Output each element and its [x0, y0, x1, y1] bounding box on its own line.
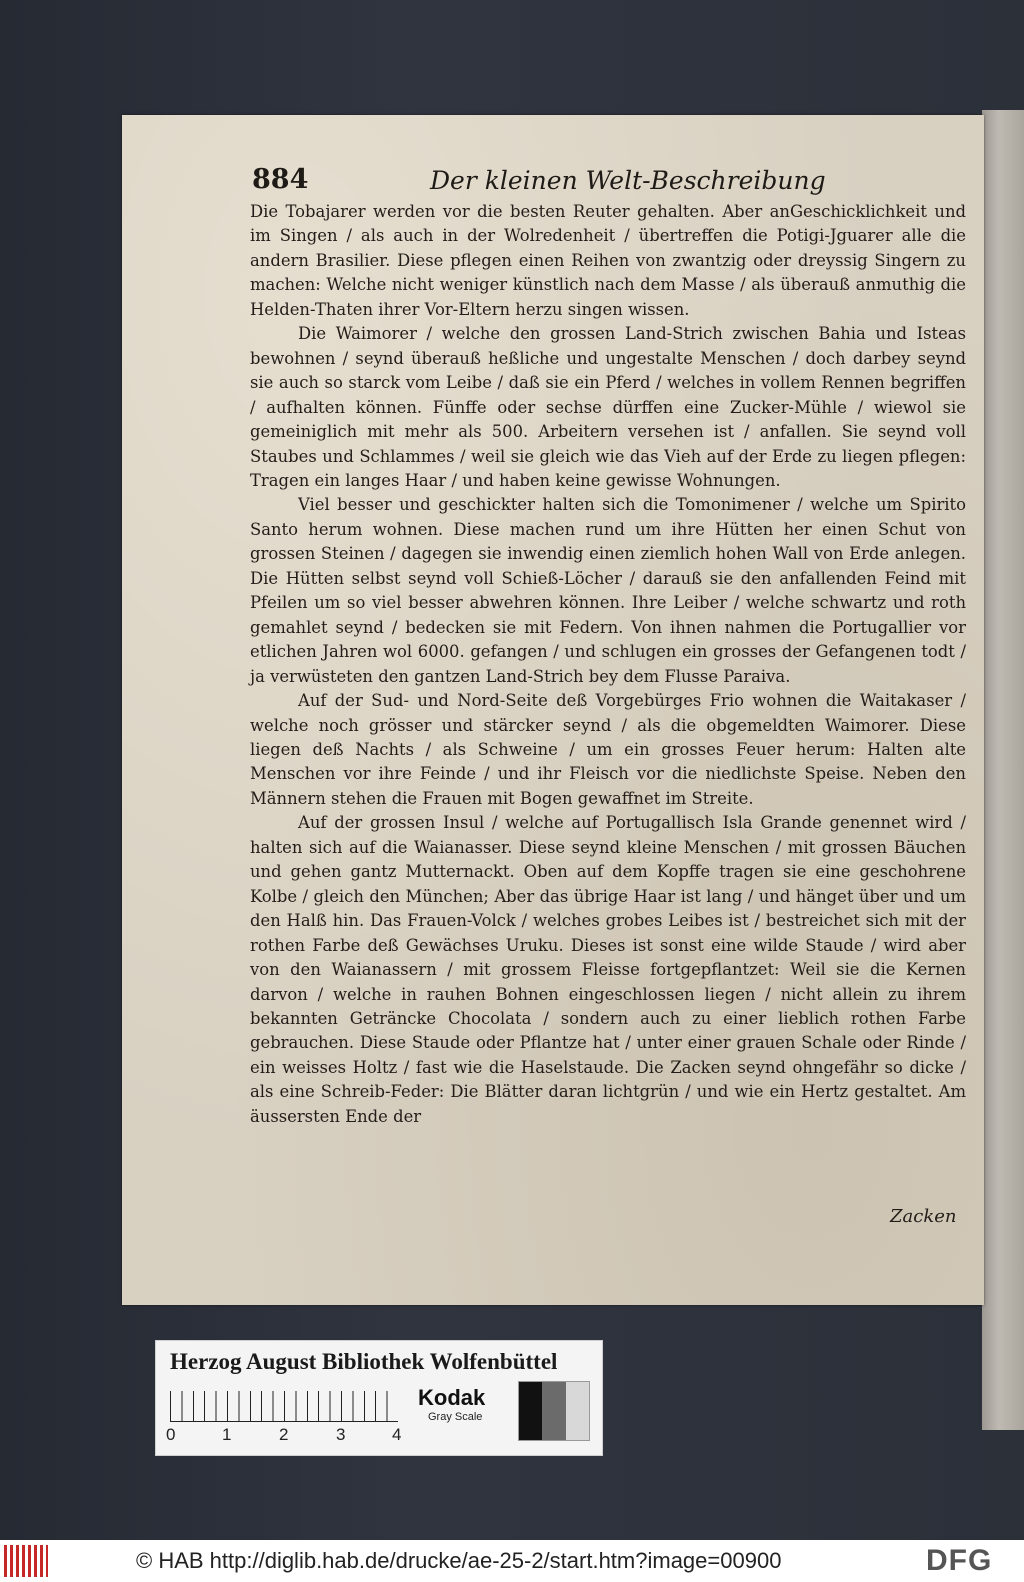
catchword: Zacken	[890, 1206, 957, 1227]
ruler-label: 4	[392, 1425, 402, 1444]
paragraph: Auf der Sud- und Nord-Seite deß Vorgebürges Frio wohnen die Waitakaser / welche noch grösser und stärcker seynd / als die obgemeldten Waimorer. Diese liegen deß Nachts / als Schweine / um ein grosses Feuer herum: Halten alte Menschen vor ihre Feinde / und ihr Fleisch vor die niedlichste Speise. Neben den Männern stehen die Frauen mit Bogen gewaffnet im Streite.	[250, 691, 966, 808]
page-number: 884	[252, 164, 309, 195]
running-title: Der kleinen Welt-Beschreibung	[430, 166, 826, 195]
ruler	[170, 1391, 398, 1422]
swatch-black	[519, 1382, 542, 1440]
kodak-logo: Kodak	[418, 1385, 486, 1410]
body-text	[250, 200, 966, 1240]
ruler-label: 3	[336, 1425, 346, 1444]
dfg-logo: DFG	[926, 1544, 993, 1577]
color-calibration-card	[155, 1340, 603, 1456]
copyright-url[interactable]: © HAB http://diglib.hab.de/drucke/ae-25-2/start.htm?image=00900	[136, 1548, 782, 1573]
swatch-light	[566, 1382, 589, 1440]
library-name: Herzog August Bibliothek Wolfenbüttel	[170, 1349, 558, 1374]
ruler-label: 2	[279, 1425, 289, 1444]
gray-scale-swatch	[518, 1381, 590, 1441]
paragraph: Die Waimorer / welche den grossen Land-Strich zwischen Bahia und Isteas bewohnen / seynd überauß heßliche und ungestalte Menschen / doch darbey seynd sie auch so starck vom Leibe / daß sie ein Pferd / welches in vollem Rennen begriffen / aufhalten können. Fünffe oder sechse dürffen eine Zucker-Mühle / wiewol sie gemeiniglich mit mehr als 500. Arbeitern versehen ist / anfallen. Sie seynd voll Staubes und Schlammes / weil sie gleich wie das Vieh auf der Erde zu liegen pflegen: Tragen ein langes Haar / und haben keine gewisse Wohnungen.	[250, 324, 966, 490]
ruler-label: 1	[222, 1425, 232, 1444]
paragraph: Auf der grossen Insul / welche auf Portugallisch Isla Grande genennet wird / halten sich auf die Waianasser. Diese seynd kleine Menschen / mit grossen Bäuchen und gehen gantz Mutternackt. Oben auf dem Kopffe tragen sie eine geschohrene Kolbe / gleich den München; Aber das übrige Haar ist lang / und hänget über und um den Halß hin. Das Frauen-Volck / welches grobes Leibes ist / bestreichet sich mit der rothen Farbe deß Gewächses Uruku. Dieses ist sonst eine wilde Staude / wird aber von den Waianassern / mit grossem Fleisse fortgepflantzet: Weil sie die Kernen darvon / welche in rauhen Bohnen eingeschlossen liegen / nicht allein zu ihrem bekannten Geträncke Chocolata / sondern auch zu einer lieblich rothen Farbe gebrauchen. Diese Staude oder Pflantze hat / unter einer grauen Schale oder Rinde / ein weisses Holtz / fast wie die Haselstaude. Die Zacken seynd ohngefähr so dicke / als eine Schreib-Feder: Die Blätter daran lichtgrün / und wie ein Hertz gestaltet. Am äussersten Ende der	[250, 813, 966, 1126]
ruler-labels	[166, 1425, 406, 1447]
ruler-label: 0	[166, 1425, 176, 1444]
gray-scale-label: Gray Scale	[428, 1411, 483, 1423]
footer-bar	[0, 1540, 1024, 1582]
page-header	[252, 164, 826, 198]
paragraph: Viel besser und geschickter halten sich die Tomonimener / welche um Spirito Santo herum wohnen. Diese machen rund um ihre Hütten her einen Schut von grossen Steinen / dagegen sie inwendig einen ziemlich hohen Wall von Erde anlegen. Die Hütten selbst seynd voll Schieß-Löcher / darauß sie den anfallenden Feind mit Pfeilen um so viel besser abwehren können. Ihre Leiber / welche schwartz und roth gemahlet seynd / bedecken sie mit Federn. Von ihnen nahmen die Portugallier vor etlichen Jahren wol 6000. gefangen / und schlugen ein grosses der Gefangenen todt / ja verwüsteten den gantzen Land-Strich bey dem Flusse Paraiva.	[250, 495, 966, 686]
adjacent-page-edge	[982, 110, 1024, 1430]
paragraph: Die Tobajarer werden vor die besten Reuter gehalten. Aber anGeschicklichkeit und im Singen / als auch in der Wolredenheit / übertreffen die Potigi-Jguarer alle die andern Brasilier. Diese pflegen einen Reihen von zwantzig oder dreyssig Singern zu machen: Welche nicht weniger künstlich nach dem Masse / als überauß anmuthig die Helden-Thaten ihrer Vor-Eltern herzu singen wissen.	[250, 202, 966, 319]
hab-logo-icon	[4, 1545, 48, 1577]
swatch-gray	[542, 1382, 565, 1440]
